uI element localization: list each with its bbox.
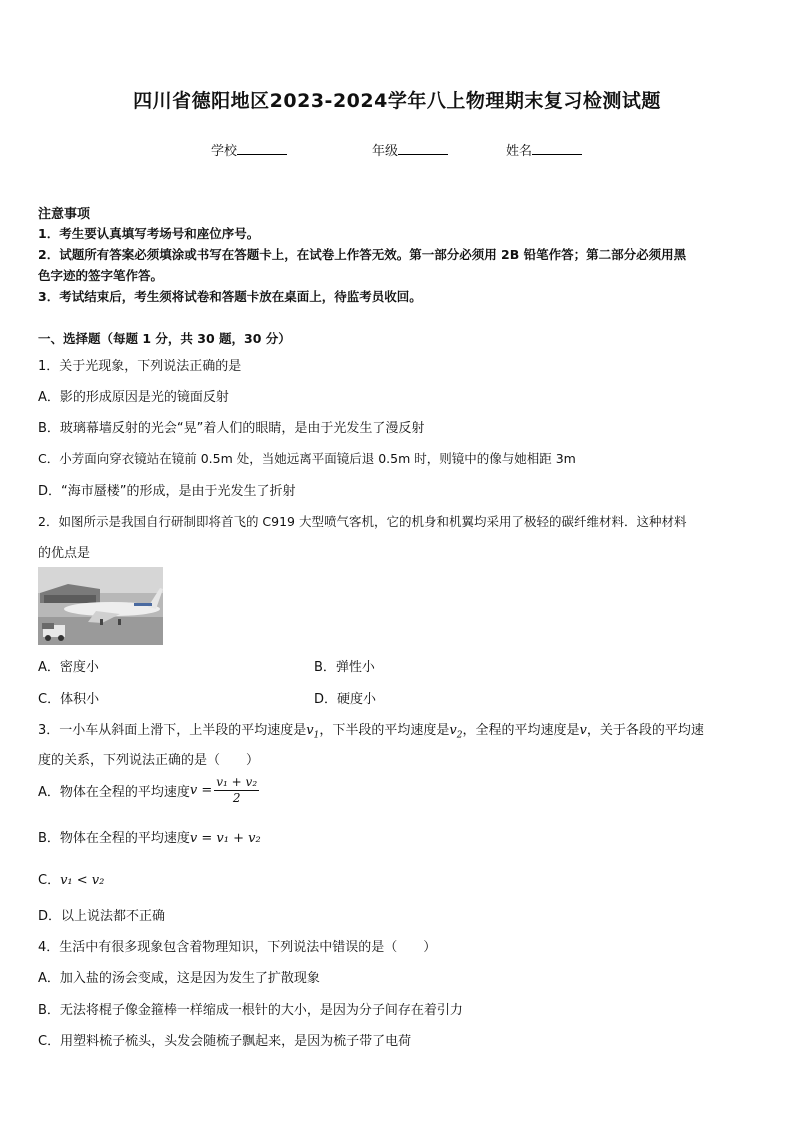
q2-option-a[interactable]: A．密度小 xyxy=(38,660,99,675)
school-label: 学校 xyxy=(211,144,238,159)
q1-option-c[interactable]: C．小芳面向穿衣镜站在镜前 0.5m 处，当她远离平面镜后退 0.5m 时，则镜中的像与她相距 3m xyxy=(38,451,576,466)
q4-option-b[interactable]: B．无法将棍子像金箍棒一样缩成一根针的大小，是因为分子间存在着引力 xyxy=(38,1003,463,1018)
name-label: 姓名 xyxy=(506,144,533,159)
q3-option-a[interactable] xyxy=(38,775,261,806)
q3-stem-part3: ，全程的平均速度是 xyxy=(462,723,580,738)
q4-stem: 4．生活中有很多现象包含着物理知识，下列说法中错误的是（ ） xyxy=(38,940,437,955)
q3-option-b-expr: v = v₁ + v₂ xyxy=(189,831,261,846)
q3-stem-part4: ，关于各段的平均速 xyxy=(586,723,704,738)
q3-option-b-text: B．物体在全程的平均速度 xyxy=(38,831,190,846)
name-blank[interactable] xyxy=(532,141,582,155)
q2-stem: 2．如图所示是我国自行研制即将首飞的 C919 大型喷气客机，它的机身和机翼均采用了极轻的碳纤维材料．这种材料 xyxy=(38,514,687,529)
q3-option-c[interactable] xyxy=(38,869,104,888)
q2-stem-cont: 的优点是 xyxy=(38,546,91,561)
q2-option-d[interactable]: D．硬度小 xyxy=(314,692,377,707)
q3-stem-part1: 3．一小车从斜面上滑下，上半段的平均速度是 xyxy=(38,723,307,738)
school-field[interactable] xyxy=(211,140,287,159)
grade-label: 年级 xyxy=(372,144,399,159)
notice-item-2-cont: 色字迹的签字笔作答。 xyxy=(38,268,164,283)
notice-item-1: 1．考生要认真填写考场号和座位序号。 xyxy=(38,226,260,241)
q4-option-c[interactable]: C．用塑料梳子梳头，头发会随梳子飘起来，是因为梳子带了电荷 xyxy=(38,1034,412,1049)
q4-option-a[interactable]: A．加入盐的汤会变咸，这是因为发生了扩散现象 xyxy=(38,971,320,986)
page-title: 四川省德阳地区2023-2024学年八上物理期末复习检测试题 xyxy=(133,90,661,112)
grade-field[interactable] xyxy=(372,140,448,159)
q1-stem: 1．关于光现象，下列说法正确的是 xyxy=(38,359,242,374)
q3-option-c-label: C． xyxy=(38,873,61,888)
q3-v1: $v_1$ xyxy=(306,723,320,741)
q3-option-b[interactable] xyxy=(38,827,261,846)
q3-stem-part2: ，下半段的平均速度是 xyxy=(319,723,450,738)
school-blank[interactable] xyxy=(237,141,287,155)
q1-option-d[interactable]: D．“海市蜃楼”的形成，是由于光发生了折射 xyxy=(38,484,296,499)
q3-v2: $v_2$ xyxy=(449,723,463,741)
q3-option-a-text: A．物体在全程的平均速度 xyxy=(38,785,190,800)
q3-option-c-expr: v₁ < v₂ xyxy=(60,873,105,888)
q3-v: v xyxy=(579,723,587,738)
notice-heading: 注意事项 xyxy=(38,207,91,222)
q3-option-d[interactable]: D．以上说法都不正确 xyxy=(38,909,166,924)
q3-option-a-fraction: $\frac{\text{v₁ + v₂}}{2}$ xyxy=(216,775,258,805)
q1-option-b[interactable]: B．玻璃幕墙反射的光会“晃”着人们的眼睛，是由于光发生了漫反射 xyxy=(38,421,425,436)
notice-item-3: 3．考试结束后，考生须将试卷和答题卡放在桌面上，待监考员收回。 xyxy=(38,289,422,304)
q3-option-a-lhs: v = xyxy=(189,783,213,798)
notice-item-2: 2．试题所有答案必须填涂或书写在答题卡上，在试卷上作答无效。第一部分必须用 2B 铅笔作答；第二部分必须用黑 xyxy=(38,247,687,262)
c919-aircraft-photo xyxy=(38,567,163,645)
q2-option-c[interactable]: C．体积小 xyxy=(38,692,100,707)
grade-blank[interactable] xyxy=(398,141,448,155)
q2-option-b[interactable]: B．弹性小 xyxy=(314,660,375,675)
section-heading: 一、选择题（每题 1 分，共 30 题，30 分） xyxy=(38,331,291,346)
q3-stem-cont: 度的关系，下列说法正确的是（ ） xyxy=(38,753,260,768)
q3-stem xyxy=(38,719,704,741)
q1-option-a[interactable]: A．影的形成原因是光的镜面反射 xyxy=(38,390,229,405)
name-field[interactable] xyxy=(506,140,582,159)
